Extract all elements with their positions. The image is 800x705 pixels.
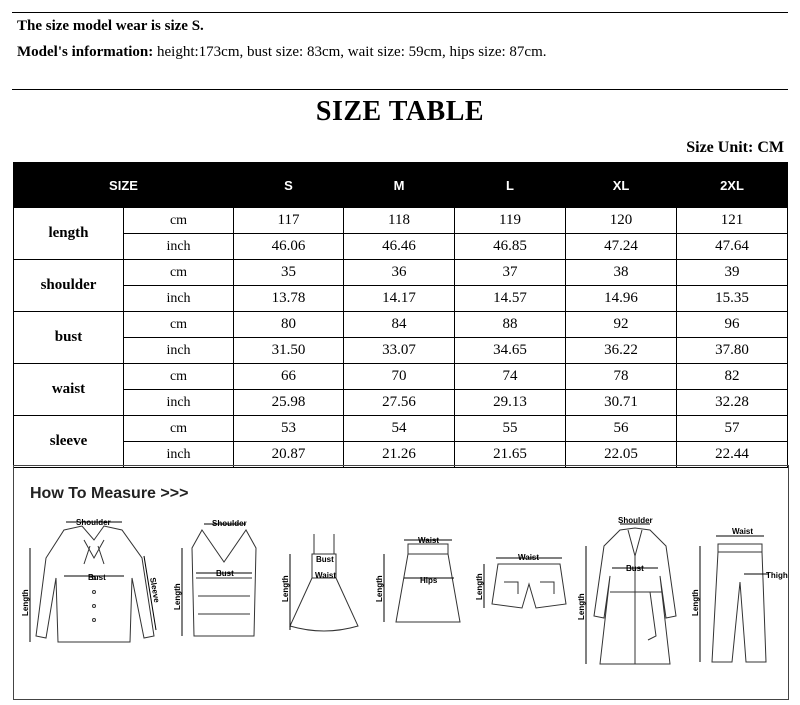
header-l: L bbox=[455, 163, 566, 208]
table-header-row bbox=[14, 163, 788, 208]
label-shoulder: Shoulder bbox=[212, 519, 247, 528]
table-cell: 22.05 bbox=[566, 442, 677, 468]
label-bust: Bust bbox=[316, 555, 334, 564]
label-waist: Waist bbox=[518, 553, 540, 562]
header-xl: XL bbox=[566, 163, 677, 208]
model-info-label: Model's information: bbox=[17, 44, 154, 60]
how-to-measure-title: How To Measure >>> bbox=[30, 485, 189, 502]
table-cell: 20.87 bbox=[234, 442, 344, 468]
shorts-icon bbox=[474, 544, 584, 634]
top-rule bbox=[12, 12, 788, 13]
label-waist: Waist bbox=[315, 571, 337, 580]
unit-inch: inch bbox=[124, 442, 234, 468]
table-cell: 92 bbox=[566, 312, 677, 338]
header-2xl: 2XL bbox=[677, 163, 788, 208]
unit-cm: cm bbox=[124, 208, 234, 234]
header-size: SIZE bbox=[14, 163, 234, 208]
row-name-length: length bbox=[14, 208, 124, 260]
table-cell: 54 bbox=[344, 416, 455, 442]
table-cell: 46.46 bbox=[344, 234, 455, 260]
table-row bbox=[14, 390, 788, 416]
model-info bbox=[17, 44, 547, 61]
model-size-text: The size model wear is size S. bbox=[17, 18, 204, 34]
label-length: Length bbox=[21, 589, 30, 616]
table-cell: 30.71 bbox=[566, 390, 677, 416]
table-cell: 84 bbox=[344, 312, 455, 338]
table-row bbox=[14, 260, 788, 286]
table-row bbox=[14, 286, 788, 312]
table-cell: 27.56 bbox=[344, 390, 455, 416]
shirt-icon bbox=[21, 518, 174, 648]
label-thigh: Thigh bbox=[766, 571, 788, 580]
table-cell: 121 bbox=[677, 208, 788, 234]
tank-top-icon bbox=[174, 518, 274, 648]
table-row bbox=[14, 416, 788, 442]
row-name-waist: waist bbox=[14, 364, 124, 416]
table-cell: 53 bbox=[234, 416, 344, 442]
table-row bbox=[14, 442, 788, 468]
table-cell: 21.65 bbox=[455, 442, 566, 468]
unit-cm: cm bbox=[124, 364, 234, 390]
table-cell: 33.07 bbox=[344, 338, 455, 364]
table-cell: 14.57 bbox=[455, 286, 566, 312]
table-cell: 22.44 bbox=[677, 442, 788, 468]
unit-inch: inch bbox=[124, 338, 234, 364]
page-title: SIZE TABLE bbox=[315, 96, 485, 127]
table-cell: 14.17 bbox=[344, 286, 455, 312]
table-cell: 36.22 bbox=[566, 338, 677, 364]
size-table bbox=[13, 162, 788, 468]
table-cell: 29.13 bbox=[455, 390, 566, 416]
table-cell: 82 bbox=[677, 364, 788, 390]
row-name-sleeve: sleeve bbox=[14, 416, 124, 468]
label-sleeve: Sleeve bbox=[148, 576, 162, 604]
table-cell: 31.50 bbox=[234, 338, 344, 364]
table-cell: 56 bbox=[566, 416, 677, 442]
table-cell: 21.26 bbox=[344, 442, 455, 468]
header-s: S bbox=[234, 163, 344, 208]
table-cell: 38 bbox=[566, 260, 677, 286]
model-info-value: height:173cm, bust size: 83cm, wait size: 59cm, hips size: 87cm. bbox=[153, 44, 547, 60]
table-cell: 80 bbox=[234, 312, 344, 338]
unit-cm: cm bbox=[124, 260, 234, 286]
label-length: Length bbox=[691, 589, 700, 616]
table-cell: 88 bbox=[455, 312, 566, 338]
pants-icon bbox=[682, 522, 788, 672]
table-row bbox=[14, 208, 788, 234]
table-cell: 96 bbox=[677, 312, 788, 338]
unit-cm: cm bbox=[124, 312, 234, 338]
label-waist: Waist bbox=[418, 536, 440, 545]
label-length: Length bbox=[375, 575, 384, 602]
coat-icon bbox=[577, 516, 690, 671]
table-cell: 66 bbox=[234, 364, 344, 390]
unit-inch: inch bbox=[124, 286, 234, 312]
table-cell: 36 bbox=[344, 260, 455, 286]
table-cell: 119 bbox=[455, 208, 566, 234]
header-m: M bbox=[344, 163, 455, 208]
table-cell: 46.06 bbox=[234, 234, 344, 260]
label-hips: Hips bbox=[420, 576, 438, 585]
row-name-shoulder: shoulder bbox=[14, 260, 124, 312]
table-cell: 55 bbox=[455, 416, 566, 442]
table-row bbox=[14, 312, 788, 338]
table-cell: 15.35 bbox=[677, 286, 788, 312]
table-cell: 118 bbox=[344, 208, 455, 234]
unit-cm: cm bbox=[124, 416, 234, 442]
label-length: Length bbox=[577, 593, 586, 620]
label-length: Length bbox=[281, 575, 290, 602]
label-bust: Bust bbox=[626, 564, 644, 573]
label-bust: Bust bbox=[88, 573, 106, 582]
table-row bbox=[14, 364, 788, 390]
table-cell: 74 bbox=[455, 364, 566, 390]
table-cell: 39 bbox=[677, 260, 788, 286]
table-cell: 117 bbox=[234, 208, 344, 234]
table-cell: 25.98 bbox=[234, 390, 344, 416]
label-shoulder: Shoulder bbox=[618, 516, 653, 525]
table-cell: 46.85 bbox=[455, 234, 566, 260]
middle-rule bbox=[12, 89, 788, 90]
table-cell: 14.96 bbox=[566, 286, 677, 312]
table-cell: 32.28 bbox=[677, 390, 788, 416]
label-bust: Bust bbox=[216, 569, 234, 578]
table-cell: 78 bbox=[566, 364, 677, 390]
model-size-note bbox=[17, 18, 204, 35]
table-row bbox=[14, 234, 788, 260]
size-unit: Size Unit: CM bbox=[686, 139, 784, 156]
table-cell: 47.24 bbox=[566, 234, 677, 260]
table-cell: 120 bbox=[566, 208, 677, 234]
table-cell: 34.65 bbox=[455, 338, 566, 364]
table-cell: 57 bbox=[677, 416, 788, 442]
label-shoulder: Shoulder bbox=[76, 518, 111, 527]
table-cell: 47.64 bbox=[677, 234, 788, 260]
skirt-icon bbox=[374, 536, 474, 641]
table-cell: 13.78 bbox=[234, 286, 344, 312]
how-to-measure-panel bbox=[13, 465, 789, 700]
row-name-bust: bust bbox=[14, 312, 124, 364]
unit-inch: inch bbox=[124, 390, 234, 416]
table-cell: 35 bbox=[234, 260, 344, 286]
label-length: Length bbox=[173, 583, 182, 610]
unit-inch: inch bbox=[124, 234, 234, 260]
label-waist: Waist bbox=[732, 527, 754, 536]
label-length: Length bbox=[475, 573, 484, 600]
table-cell: 37.80 bbox=[677, 338, 788, 364]
dress-icon bbox=[276, 526, 371, 646]
table-cell: 70 bbox=[344, 364, 455, 390]
table-cell: 37 bbox=[455, 260, 566, 286]
table-row bbox=[14, 338, 788, 364]
